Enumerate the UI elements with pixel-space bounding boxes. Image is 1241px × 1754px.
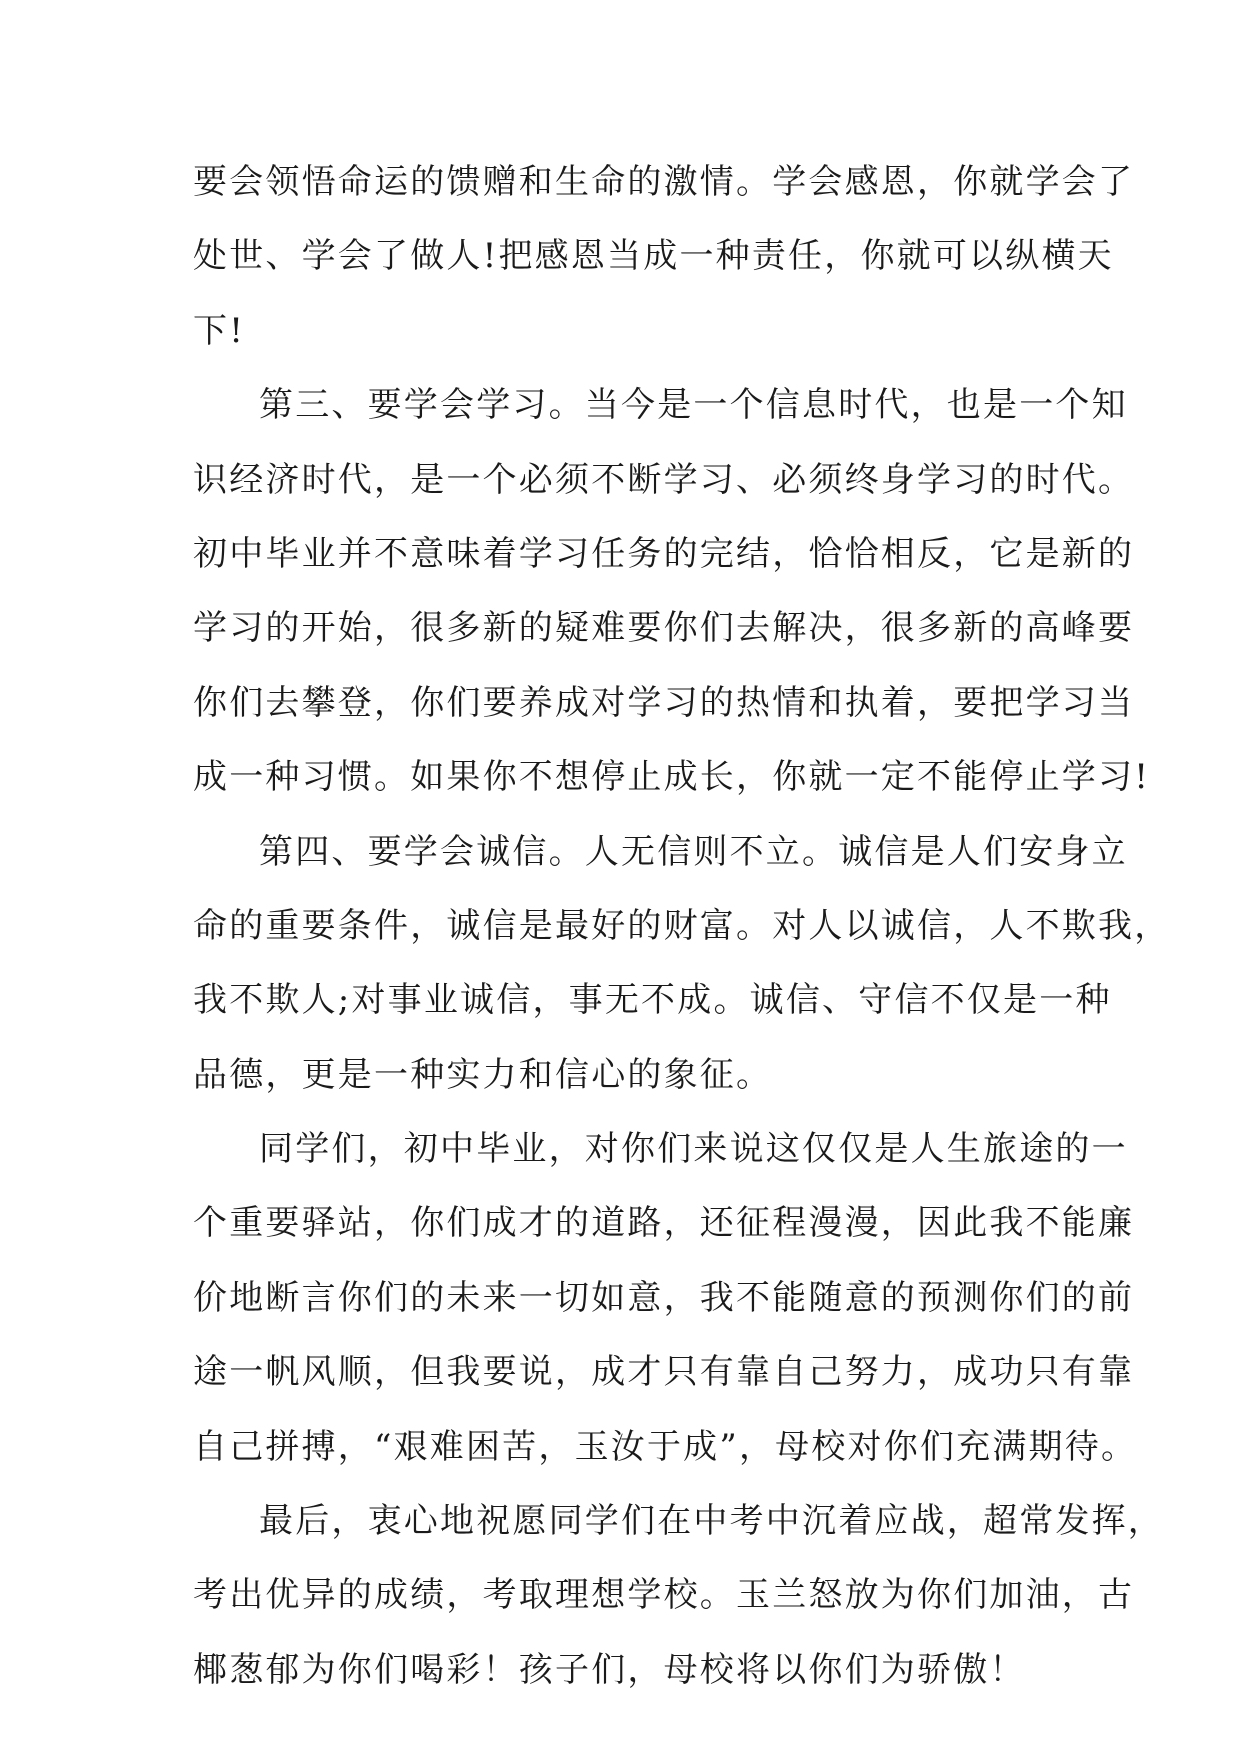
paragraph-start-line: 同学们，初中毕业，对你们来说这仅仅是人生旅途的一 <box>259 1129 1128 1170</box>
text-line: 命的重要条件，诚信是最好的财富。对人以诚信，人不欺我， <box>193 905 1171 946</box>
text-line: 你们去攀登，你们要养成对学习的热情和执着，要把学习当 <box>193 682 1135 723</box>
text-line: 识经济时代，是一个必须不断学习、必须终身学习的时代。 <box>193 459 1135 500</box>
paragraph-start-line: 最后，衷心地祝愿同学们在中考中沉着应战，超常发挥， <box>259 1501 1164 1542</box>
text-line: 下! <box>193 310 246 351</box>
paragraph-start-line: 第四、要学会诚信。人无信则不立。诚信是人们安身立 <box>259 831 1128 872</box>
text-line: 处世、学会了做人!把感恩当成一种责任，你就可以纵横天 <box>193 236 1114 277</box>
text-line: 自己拼搏，“艰难困苦，玉汝于成”，母校对你们充满期待。 <box>193 1426 1138 1467</box>
paragraph-start-line: 第三、要学会学习。当今是一个信息时代，也是一个知 <box>259 385 1128 426</box>
text-line: 我不欺人;对事业诚信，事无不成。诚信、守信不仅是一种 <box>193 980 1112 1021</box>
text-line: 成一种习惯。如果你不想停止成长，你就一定不能停止学习! <box>193 757 1151 798</box>
text-line: 要会领悟命运的馈赠和生命的激情。学会感恩，你就学会了 <box>193 162 1135 202</box>
text-line: 考出优异的成绩，考取理想学校。玉兰怒放为你们加油，古 <box>193 1575 1135 1616</box>
text-line: 个重要驿站，你们成才的道路，还征程漫漫，因此我不能廉 <box>193 1203 1135 1244</box>
text-line: 椰葱郁为你们喝彩！孩子们，母校将以你们为骄傲！ <box>193 1649 1026 1690</box>
text-line: 初中毕业并不意味着学习任务的完结，恰恰相反，它是新的 <box>193 533 1135 574</box>
text-line: 学习的开始，很多新的疑难要你们去解决，很多新的高峰要 <box>193 608 1135 649</box>
text-line: 途一帆风顺，但我要说，成才只有靠自己努力，成功只有靠 <box>193 1352 1135 1393</box>
text-line: 价地断言你们的未来一切如意，我不能随意的预测你们的前 <box>193 1277 1135 1318</box>
document-body <box>193 162 1171 1724</box>
text-line: 品德，更是一种实力和信心的象征。 <box>193 1054 773 1095</box>
